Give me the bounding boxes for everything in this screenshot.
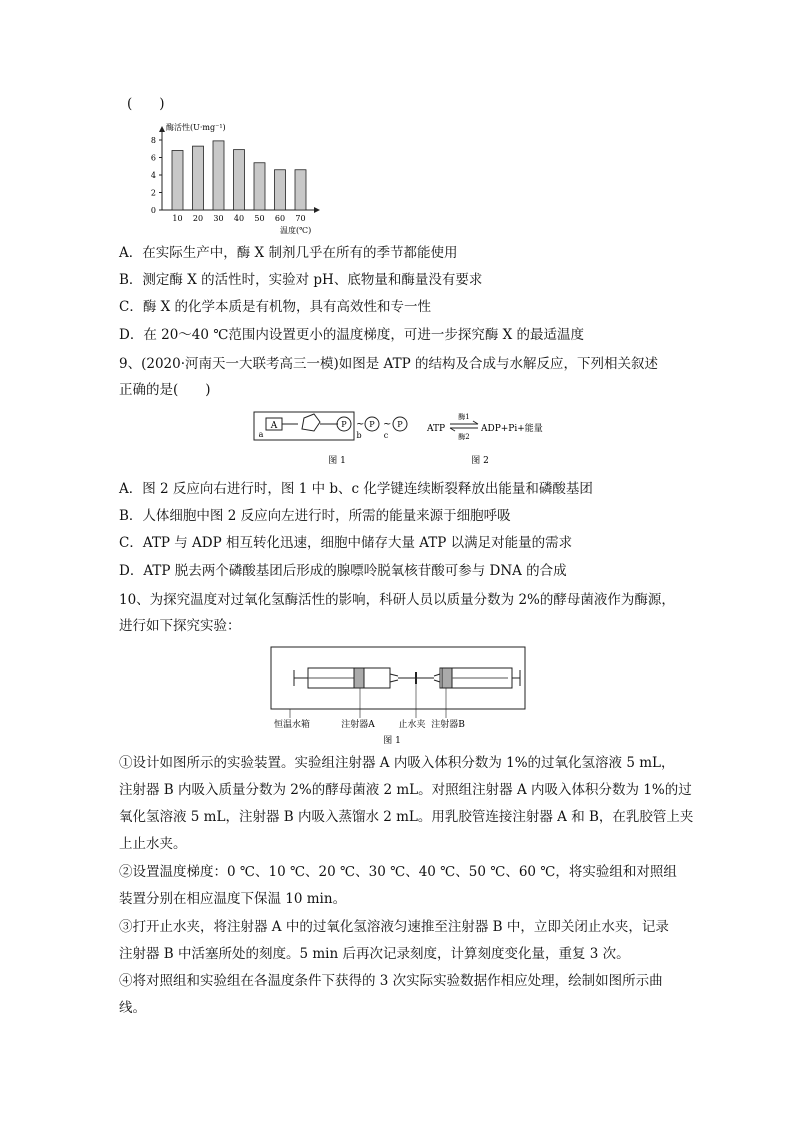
x-tick-label-60: 60: [274, 214, 286, 223]
q10-step-line-6: 装置分别在相应温度下保温 10 min。: [119, 891, 347, 907]
q9-option-b: B．人体细胞中图 2 反应向左进行时，所需的能量来源于细胞呼吸: [119, 508, 511, 524]
q8-option-d: D．在 20～40 ℃范围内设置更小的温度梯度，可进一步探究酶 X 的最适温度: [119, 327, 585, 343]
q9-option-d: D．ATP 脱去两个磷酸基团后形成的腺嘌呤脱氧核苷酸可参与 DNA 的合成: [119, 563, 567, 579]
q10-stem-line2: 进行如下探究实验：: [119, 618, 241, 634]
label-water-clip: 止水夹: [398, 720, 426, 730]
y-tick-label-0: 0: [150, 206, 156, 215]
bar-60: [275, 170, 286, 210]
bar-10: [172, 151, 183, 211]
fig2-products: ADP+Pi+能量: [481, 424, 543, 434]
y-tick-label-6: 6: [150, 153, 156, 163]
syringe-apparatus-figure: [270, 646, 526, 746]
q10-step-line-4: 上止水夹。: [119, 836, 187, 852]
q8-option-c: C．酶 X 的化学本质是有机物，具有高效性和专一性: [119, 299, 432, 315]
x-tick-label-50: 50: [254, 214, 265, 223]
label-a: a: [258, 430, 264, 439]
q10-step-line-5: ②设置温度梯度：0 ℃、10 ℃、20 ℃、30 ℃、40 ℃、50 ℃、60 ℃，将实验组和对照组: [119, 864, 677, 880]
q10-step-line-3: 氧化氢溶液 5 mL，注射器 B 内吸入蒸馏水 2 mL。用乳胶管连接注射器 A 和 B，在乳胶管上夹: [119, 809, 694, 825]
q10-step-line-1: ①设计如图所示的实验装置。实验组注射器 A 内吸入体积分数为 1%的过氧化氢溶液 5 mL，: [119, 755, 675, 771]
fig1-caption: 图 1: [328, 456, 346, 466]
y-tick-label-2: 2: [150, 188, 156, 198]
label-c: c: [383, 431, 389, 440]
q9-option-a: A．图 2 反应向右进行时，图 1 中 b、c 化学键连续断裂释放出能量和磷酸基团: [119, 481, 593, 497]
x-tick-label-30: 30: [213, 214, 224, 223]
label-syringe-a: 注射器A: [341, 720, 375, 730]
syringe-a-plunger: [354, 668, 364, 688]
atp-molecule-box: [254, 412, 354, 440]
bar-20: [193, 146, 204, 210]
x-axis-arrow: [314, 207, 320, 213]
y-tick-label-8: 8: [150, 136, 156, 145]
fig2-enzyme2: 酶2: [458, 433, 470, 441]
y-tick-label-4: 4: [150, 171, 156, 180]
x-tick-label-10: 10: [172, 214, 183, 223]
q10-step-line-9: ④将对照组和实验组在各温度条件下获得的 3 次实际实验数据作相应处理，绘制如图所示曲: [119, 973, 663, 989]
label-water-bath: 恒温水箱: [273, 720, 311, 730]
q10-stem-line1: 10、为探究温度对过氧化氢酶活性的影响，科研人员以质量分数为 2%的酵母菌液作为酶源，: [119, 592, 675, 608]
fig2-atp: ATP: [427, 424, 446, 434]
bond-b-symbol: ~: [356, 419, 365, 430]
q8-answer-bracket: ( ): [127, 96, 165, 112]
atp-structure-figure: [252, 410, 552, 470]
q9-stem-line1: 9、(2020·河南天一大联考高三一模)如图是 ATP 的结构及合成与水解反应，下列相关叙述: [119, 356, 658, 372]
svg-text:P: P: [341, 420, 347, 429]
q9-option-c: C．ATP 与 ADP 相互转化迅速，细胞中储存大量 ATP 以满足对能量的需求: [119, 535, 573, 551]
x-tick-label-40: 40: [233, 214, 245, 223]
label-b: b: [356, 431, 362, 440]
x-axis-label: 温度(℃): [280, 226, 312, 235]
y-axis-label: 酶活性(U·mg⁻¹): [166, 123, 226, 132]
fig2-caption: 图 2: [471, 456, 489, 466]
q8-option-a: A．在实际生产中，酶 X 制剂几乎在所有的季节都能使用: [119, 245, 458, 261]
q10-step-line-7: ③打开止水夹，将注射器 A 中的过氧化氢溶液匀速推至注射器 B 中，立即关闭止水夹，记录: [119, 919, 669, 935]
bond-c-symbol: ~: [383, 419, 392, 430]
fig2-enzyme1: 酶1: [458, 413, 470, 421]
q10-step-line-2: 注射器 B 内吸入质量分数为 2%的酵母菌液 2 mL。对照组注射器 A 内吸入体积分数为 1%的过: [119, 782, 692, 798]
label-syringe-b: 注射器B: [431, 720, 465, 730]
q10-step-line-10: 线。: [119, 1000, 146, 1016]
x-tick-label-70: 70: [295, 214, 306, 223]
bar-70: [295, 170, 306, 210]
svg-text:P: P: [369, 420, 375, 429]
q10-fig-caption: 图 1: [383, 736, 401, 746]
svg-text:P: P: [397, 420, 403, 429]
bar-50: [254, 163, 265, 210]
bar-30: [213, 141, 224, 210]
syringe-b-plunger: [442, 668, 452, 688]
q10-step-line-8: 注射器 B 中活塞所处的刻度。5 min 后再次记录刻度，计算刻度变化量，重复 3 次。: [119, 946, 630, 962]
ribose-pentagon: [302, 414, 320, 431]
y-axis-arrow: [159, 126, 165, 132]
adenine-label: A: [270, 421, 278, 431]
q8-option-b: B．测定酶 X 的活性时，实验对 pH、底物量和酶量没有要求: [119, 272, 483, 288]
q9-stem-line2: 正确的是( ): [119, 382, 211, 398]
x-tick-label-20: 20: [192, 214, 204, 223]
bar-40: [234, 150, 245, 210]
enzyme-activity-bar-chart: [140, 118, 340, 238]
